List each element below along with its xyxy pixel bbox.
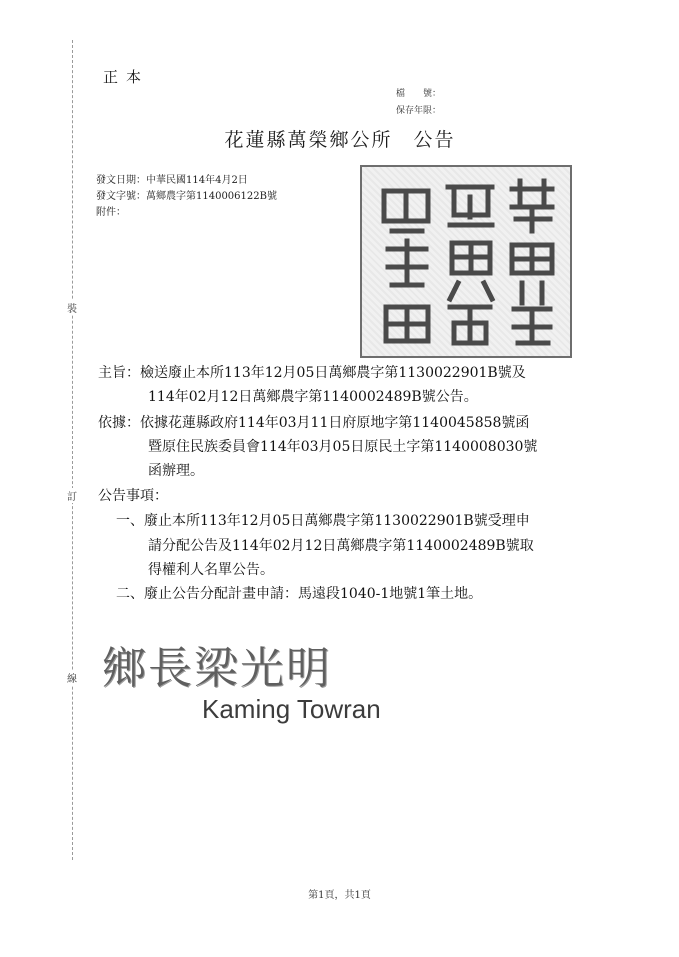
attachment-label: 附件： bbox=[96, 207, 126, 218]
subject-line-1: 主旨：檢送廢止本所113年12月05日萬鄉農字第1130022901B號及 bbox=[98, 365, 526, 381]
official-seal bbox=[360, 165, 572, 358]
seal-glyphs-icon bbox=[362, 167, 570, 356]
binding-mark-ding: 訂 bbox=[63, 488, 81, 503]
basis-line-1: 依據：依據花蓮縣政府114年03月11日府原地字第1140045858號函 bbox=[98, 415, 530, 431]
document-number: 發文字號：萬鄉農字第1140006122B號 bbox=[96, 191, 277, 202]
page-number: 第1頁，共1頁 bbox=[308, 890, 371, 901]
subject-line-2: 114年02月12日萬鄉農字第1140002489B號公告。 bbox=[148, 389, 478, 405]
item-1-line-3: 得權利人名單公告。 bbox=[148, 562, 274, 578]
item-2-line-1: 二、廢止公告分配計畫申請：馬遠段1040-1地號1筆土地。 bbox=[116, 586, 483, 602]
basis-line-2: 暨原住民族委員會114年03月05日原民土字第1140008030號 bbox=[148, 439, 538, 455]
official-signature bbox=[102, 628, 422, 738]
binding-mark-xian: 線 bbox=[63, 670, 81, 685]
copy-mark: 正本 bbox=[103, 68, 150, 86]
item-1-line-2: 請分配公告及114年02月12日萬鄉農字第1140002489B號取 bbox=[148, 538, 534, 554]
signature-romanized: Kaming Towran bbox=[202, 694, 381, 724]
item-1-line-1: 一、廢止本所113年12月05日萬鄉農字第1130022901B號受理申 bbox=[116, 513, 530, 529]
announcement-items-heading: 公告事項： bbox=[98, 488, 168, 504]
binding-mark-zhuang: 裝 bbox=[63, 300, 81, 315]
basis-line-3: 函辦理。 bbox=[148, 463, 204, 479]
retention-label: 保存年限： bbox=[396, 106, 442, 116]
issue-date: 發文日期：中華民國114年4月2日 bbox=[96, 175, 248, 186]
binding-line bbox=[72, 40, 73, 860]
file-number-label: 檔 號： bbox=[396, 89, 442, 99]
document-title: 花蓮縣萬榮鄉公所 公告 bbox=[224, 129, 456, 151]
signature-name: 鄉長梁光明 bbox=[102, 643, 332, 694]
